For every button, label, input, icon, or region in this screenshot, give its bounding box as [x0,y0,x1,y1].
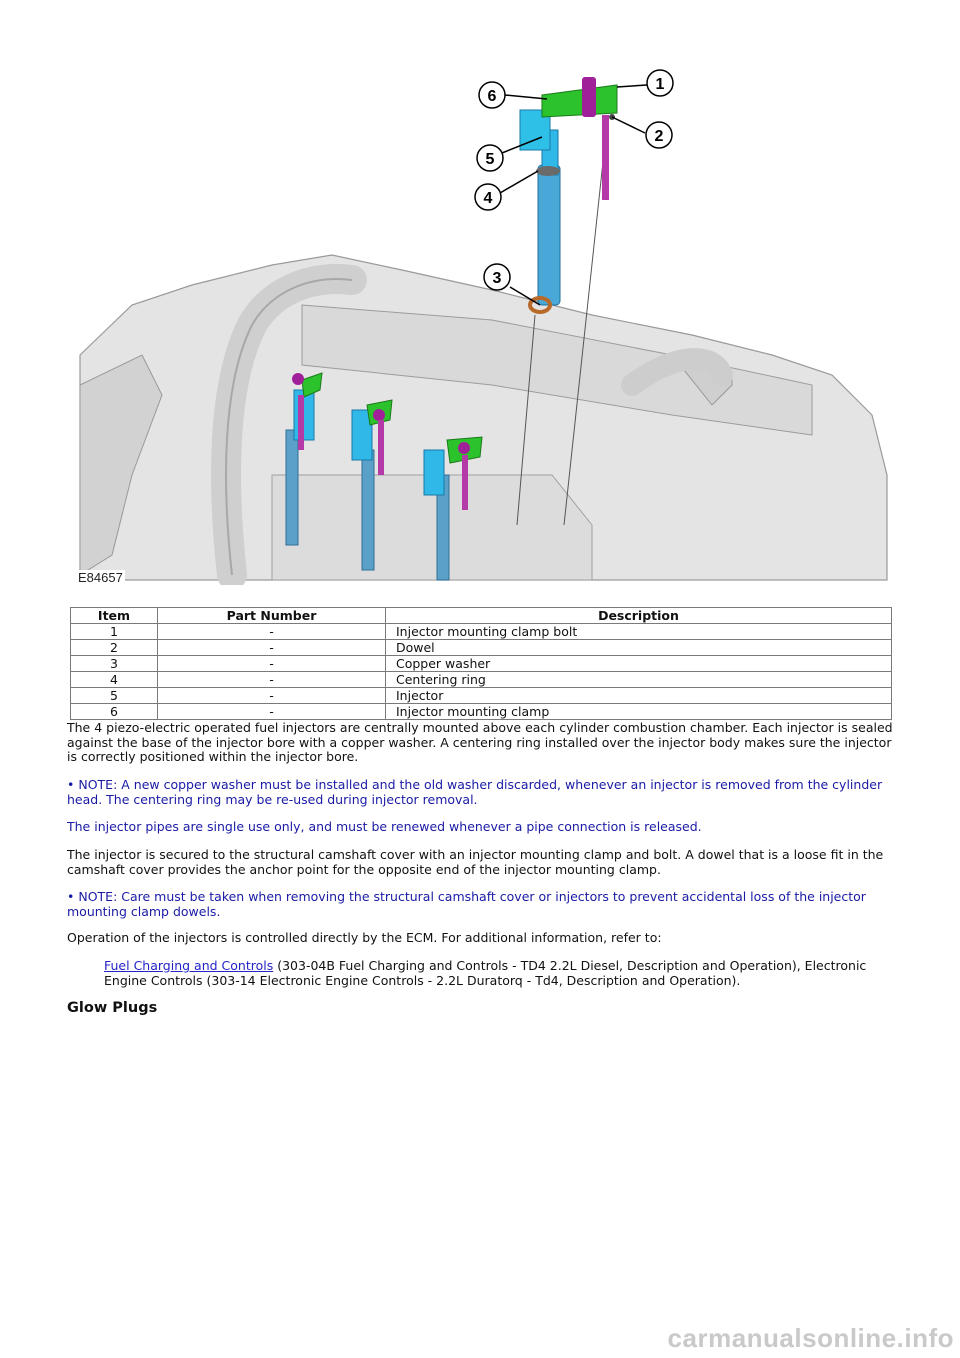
watermark: carmanualsonline.info [667,1323,954,1353]
callout-4 [475,171,538,210]
note-dowels: • NOTE: Care must be taken when removing the structural camshaft cover or injectors to prevent accidental loss of the injector mounting clamp dowels. [67,889,866,919]
table-header-row [71,608,892,624]
item-cell: 5 [71,688,158,704]
paragraph-operation: Operation of the injectors is controlled directly by the ECM. For additional information, refer to: [67,930,662,945]
table-row [71,624,892,640]
section-heading-glow-plugs: Glow Plugs [67,1000,158,1016]
engine-illustration [72,55,892,585]
header-part-number: Part Number [158,608,386,624]
header-description: Description [386,608,892,624]
part-number-cell: - [158,640,386,656]
table-row [71,640,892,656]
reference-paragraph [104,959,894,988]
note-injector-pipes: The injector pipes are single use only, and must be renewed whenever a pipe connection is released. [67,819,702,834]
figure-id-label: E84657 [78,570,123,585]
description-cell: Copper washer [386,656,892,672]
svg-text:4: 4 [483,190,493,207]
svg-text:1: 1 [655,76,665,93]
item-cell: 4 [71,672,158,688]
parts-table [70,607,892,720]
svg-text:2: 2 [654,128,664,145]
part-number-cell: - [158,704,386,720]
svg-text:6: 6 [487,88,497,105]
callout-2 [612,117,672,148]
part-number-cell: - [158,656,386,672]
reference-text: (303-04B Fuel Charging and Controls - TD4 2.2L Diesel, Description and Operation), Electronic Engine Controls (303-14 Electronic Engine Controls - 2.2L Duratorq - Td4, Description and Operation). [104,958,867,988]
table-row [71,704,892,720]
table-row [71,688,892,704]
description-cell: Injector mounting clamp [386,704,892,720]
note-copper-washer: • NOTE: A new copper washer must be installed and the old washer discarded, whenever an injector is removed from the cylinder head. The centering ring may be re-used during injector removal. [67,777,883,807]
part-number-cell: - [158,688,386,704]
table-row [71,672,892,688]
callout-6 [479,82,547,108]
callout-1 [617,70,673,96]
paragraph-injector-overview: The 4 piezo-electric operated fuel injectors are centrally mounted above each cylinder combustion chamber. Each injector is sealed against the base of the injector bore with a copper washer. A centering ring installed over the injector body makes sure the injector is correctly positioned within the injector bore. [67,720,893,765]
item-cell: 2 [71,640,158,656]
svg-text:3: 3 [492,270,502,287]
header-item: Item [71,608,158,624]
description-cell: Injector [386,688,892,704]
injector-diagram [72,55,892,585]
part-number-cell: - [158,672,386,688]
description-cell: Centering ring [386,672,892,688]
item-cell: 6 [71,704,158,720]
svg-text:5: 5 [485,151,495,168]
description-cell: Dowel [386,640,892,656]
item-cell: 3 [71,656,158,672]
part-number-cell: - [158,624,386,640]
table-row [71,656,892,672]
fuel-charging-link[interactable]: Fuel Charging and Controls [104,958,274,973]
description-cell: Injector mounting clamp bolt [386,624,892,640]
item-cell: 1 [71,624,158,640]
paragraph-injector-mounting: The injector is secured to the structural camshaft cover with an injector mounting clamp and bolt. A dowel that is a loose fit in the camshaft cover provides the anchor point for the opposite end of the injector mounting clamp. [67,847,884,877]
